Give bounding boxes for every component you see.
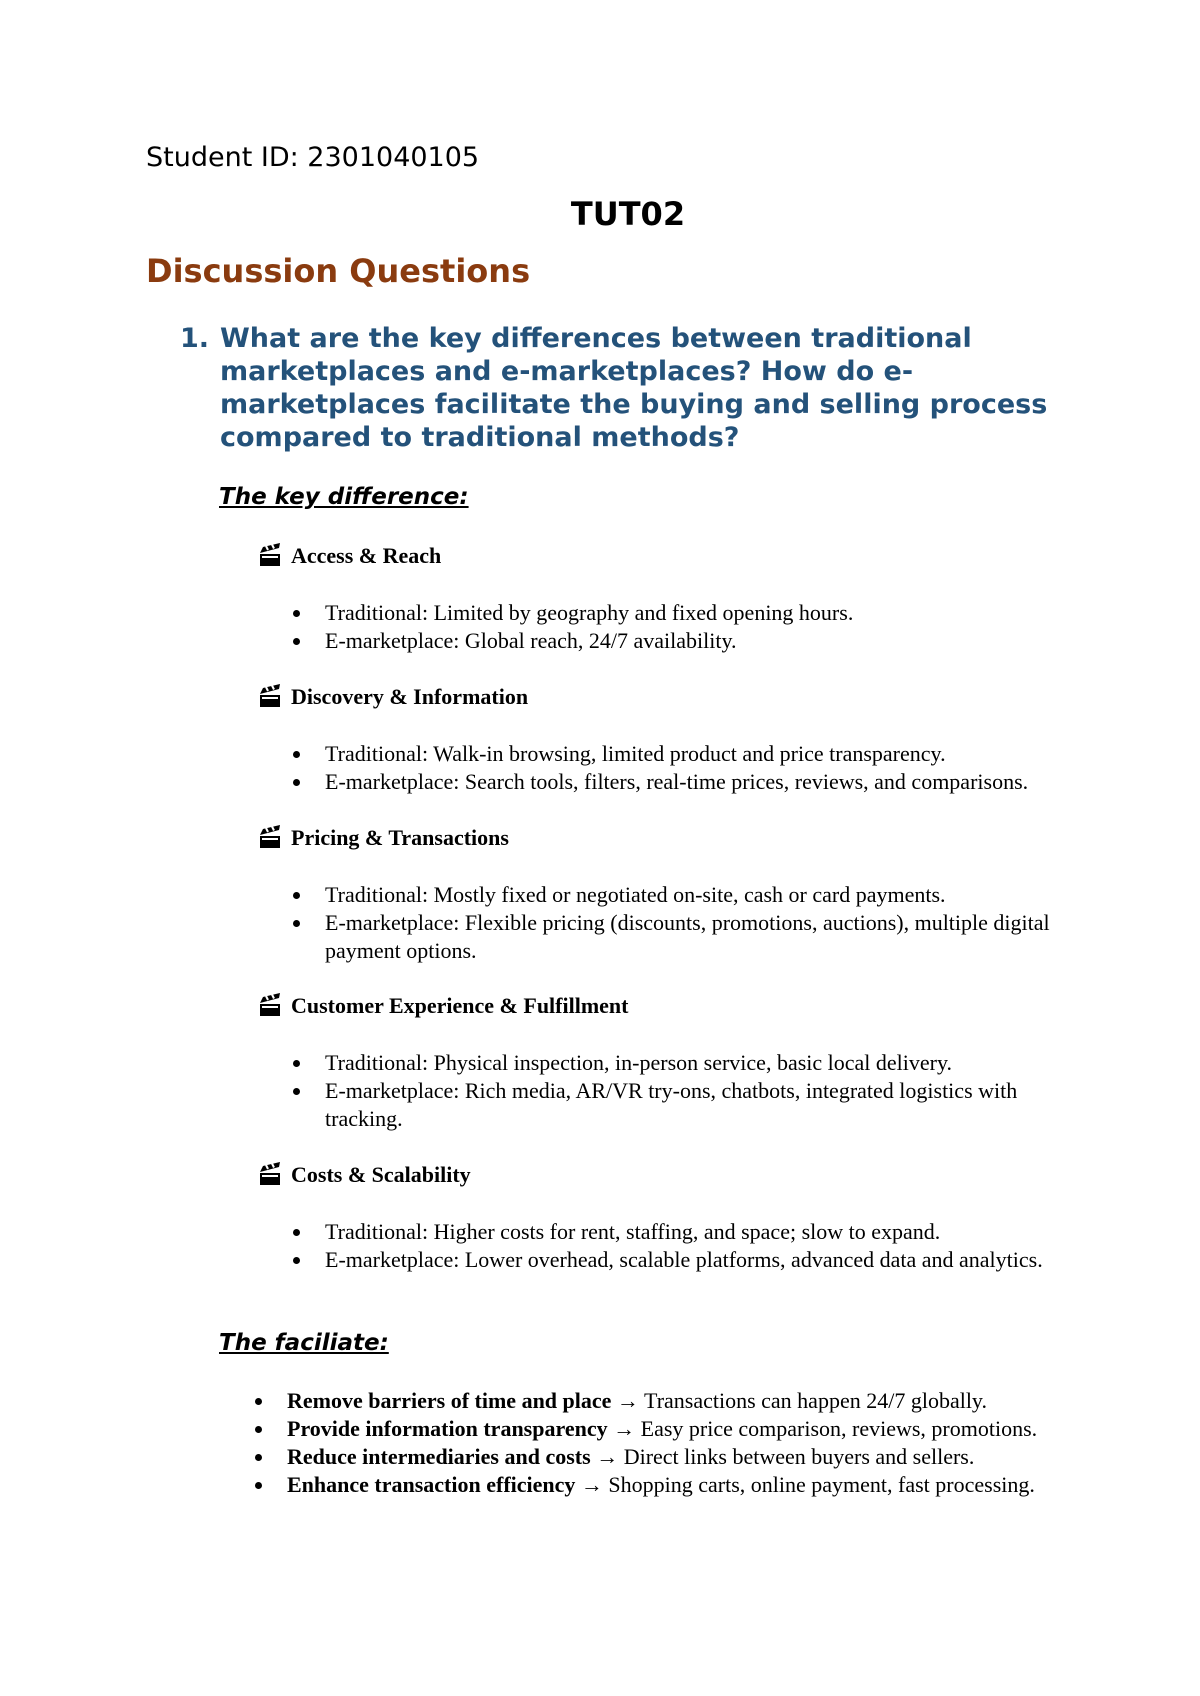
category-pricing-transactions-list [291,881,1091,965]
student-id: Student ID: 2301040105 [146,142,480,173]
clapperboard-icon [258,684,284,710]
category-access-reach [258,543,441,569]
category-pricing-transactions [258,825,509,851]
list-item: Traditional: Physical inspection, in-person service, basic local delivery. [291,1049,1091,1077]
list-item: E-marketplace: Rich media, AR/VR try-ons, chatbots, integrated logistics with tracking. [291,1077,1091,1133]
list-item: Provide information transparency → Easy price comparison, reviews, promotions. [253,1415,1083,1443]
question-1 [180,322,1110,454]
category-label: Pricing & Transactions [291,825,509,850]
category-label: Access & Reach [291,543,442,568]
key-difference-heading: The key difference: [219,484,469,510]
section-heading: Discussion Questions [146,252,531,290]
category-customer-experience [258,993,628,1019]
list-item: Remove barriers of time and place → Transactions can happen 24/7 globally. [253,1387,1083,1415]
list-item: E-marketplace: Lower overhead, scalable platforms, advanced data and analytics. [291,1246,1091,1274]
facilitate-heading: The faciliate: [219,1330,389,1356]
document-title: TUT02 [570,195,686,233]
category-label: Discovery & Information [291,684,529,709]
list-item: Traditional: Mostly fixed or negotiated on-site, cash or card payments. [291,881,1091,909]
list-item: E-marketplace: Global reach, 24/7 availability. [291,627,1091,655]
list-item: Traditional: Walk-in browsing, limited product and price transparency. [291,740,1121,768]
category-label: Customer Experience & Fulfillment [291,993,629,1018]
clapperboard-icon [258,1162,284,1188]
category-costs-scalability-list [291,1218,1091,1274]
category-costs-scalability [258,1162,471,1188]
clapperboard-icon [258,543,284,569]
category-label: Costs & Scalability [291,1162,471,1187]
list-item: E-marketplace: Flexible pricing (discounts, promotions, auctions), multiple digital payment options. [291,909,1091,965]
list-item: Reduce intermediaries and costs → Direct links between buyers and sellers. [253,1443,1083,1471]
category-access-reach-list [291,599,1091,655]
list-item: Traditional: Higher costs for rent, staffing, and space; slow to expand. [291,1218,1091,1246]
question-number: 1. [180,323,210,354]
facilitate-list [253,1387,1083,1499]
list-item: Traditional: Limited by geography and fixed opening hours. [291,599,1091,627]
list-item: Enhance transaction efficiency → Shopping carts, online payment, fast processing. [253,1471,1083,1499]
question-text: What are the key differences between traditional marketplaces and e-marketplaces? How do e-marketplaces facilitate the buying and selling process compared to traditional methods? [220,323,1048,453]
category-discovery-information-list [291,740,1121,796]
category-discovery-information [258,684,528,710]
list-item: E-marketplace: Search tools, filters, real-time prices, reviews, and comparisons. [291,768,1121,796]
category-customer-experience-list [291,1049,1091,1133]
clapperboard-icon [258,993,284,1019]
clapperboard-icon [258,825,284,851]
